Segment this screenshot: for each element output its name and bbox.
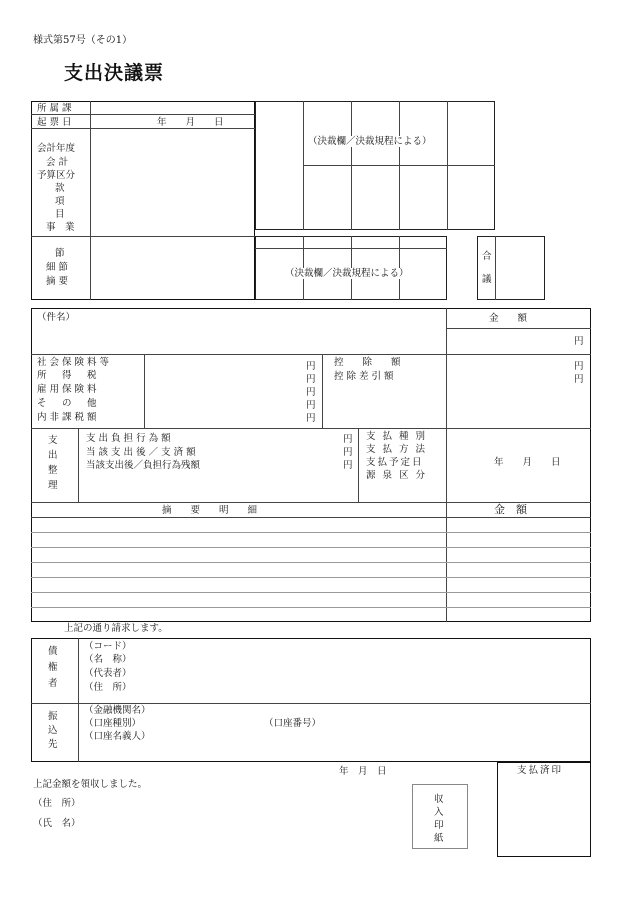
shishutsu-side-label: 支出整理 (48, 435, 58, 491)
koujo-sashihiki-yen: 円 (574, 374, 584, 385)
label-kaikei: 会 計 (46, 157, 69, 168)
saiken-line: （住 所） (84, 682, 132, 693)
label-moku: 目 (55, 209, 65, 220)
deduction-item: 雇用保険料 (37, 384, 100, 395)
deduction-item: そ の 他 (37, 398, 100, 409)
paid-stamp-box (497, 762, 591, 857)
kessai-note-1: （決裁欄／決裁規程による） (308, 136, 432, 147)
label-jigyo: 事 業 (46, 222, 75, 233)
deduction-yen: 円 (306, 387, 316, 398)
saiken-side-label: 債権者 (48, 646, 58, 689)
furikomi-account-number: （口座番号） (264, 718, 322, 729)
shishutsu-row: 支 出 負 担 行 為 額 (86, 433, 171, 444)
furikomi-line: （金融機関名） (84, 705, 151, 716)
shishutsu-right-row: 支 払 方 法 (366, 444, 428, 455)
deduction-item: 社会保険料等 (37, 357, 113, 368)
shishutsu-row: 当 該 支 出 後 ／ 支 済 額 (86, 447, 196, 458)
shishutsu-row: 当該支出後／負担行為残額 (86, 460, 201, 471)
kenmei-label: （件名） (37, 312, 76, 323)
label-saisetsu: 細 節 (46, 262, 69, 273)
furikomi-side-label: 振込先 (48, 711, 58, 750)
koujo-label: 控 除 額 (334, 357, 401, 368)
saiken-line: （名 称） (84, 654, 132, 665)
koujo-yen: 円 (574, 361, 584, 372)
furikomi-line: （口座種別） (84, 718, 142, 729)
label-tekiyo: 摘 要 (46, 276, 69, 287)
koujo-sashihiki-label: 控除差引額 (334, 371, 397, 382)
shishutsu-date-hint: 年 月 日 (494, 457, 561, 468)
receipt-address: （住 所） (33, 798, 81, 809)
shishutsu-right-row: 源 泉 区 分 (366, 470, 428, 481)
deduction-yen: 円 (306, 400, 316, 411)
receipt-name: （氏 名） (33, 818, 81, 829)
page-title: 支出決議票 (64, 62, 165, 84)
label-kihyobi: 起 票 日 (37, 117, 72, 128)
label-ko: 項 (55, 196, 65, 207)
kingaku-header: 金 額 (489, 313, 528, 324)
label-kaikei-nendo: 会計年度 (37, 143, 76, 154)
gougi-label-1: 合 (482, 251, 492, 262)
kenmei-yen: 円 (574, 336, 584, 347)
gougi-label-2: 議 (482, 274, 492, 285)
paid-stamp-label: 支払済印 (517, 765, 564, 776)
furikomi-line: （口座名義人） (84, 731, 151, 742)
meisai-header: 摘 要 明 細 (162, 505, 258, 516)
deduction-yen: 円 (306, 374, 316, 385)
shishutsu-yen: 円 (343, 447, 353, 458)
deduction-yen: 円 (306, 413, 316, 424)
deduction-item: 所 得 税 (37, 370, 100, 381)
label-shozoku: 所 属 課 (37, 103, 72, 114)
label-setsu: 節 (55, 248, 65, 259)
shishutsu-right-row: 支 払 種 別 (366, 431, 428, 442)
shishutsu-right-row: 支払予定日 (366, 457, 424, 468)
form-number: 様式第57号（その1） (33, 35, 133, 46)
saiken-line: （代表者） (84, 668, 132, 679)
seikyu-text: 上記の通り請求します。 (64, 623, 168, 634)
shishutsu-yen: 円 (343, 434, 353, 445)
revenue-stamp-label: 収入印紙 (434, 794, 444, 844)
saiken-line: （コード） (84, 641, 132, 652)
receipt-text: 上記金額を領収しました。 (33, 779, 148, 790)
label-yosan-kubun: 予算区分 (37, 170, 76, 181)
kessai-note-2: （決裁欄／決裁規程による） (285, 268, 409, 279)
deduction-yen: 円 (306, 361, 316, 372)
gougi-box (477, 236, 545, 300)
meisai-amount-header: 金 額 (494, 503, 527, 516)
date-hint-kihyobi: 年 月 日 (157, 117, 224, 128)
shishutsu-yen: 円 (343, 460, 353, 471)
deduction-item: 内非課税額 (37, 412, 100, 423)
receipt-date-hint: 年 月 日 (339, 766, 387, 777)
label-kan: 款 (55, 183, 65, 194)
